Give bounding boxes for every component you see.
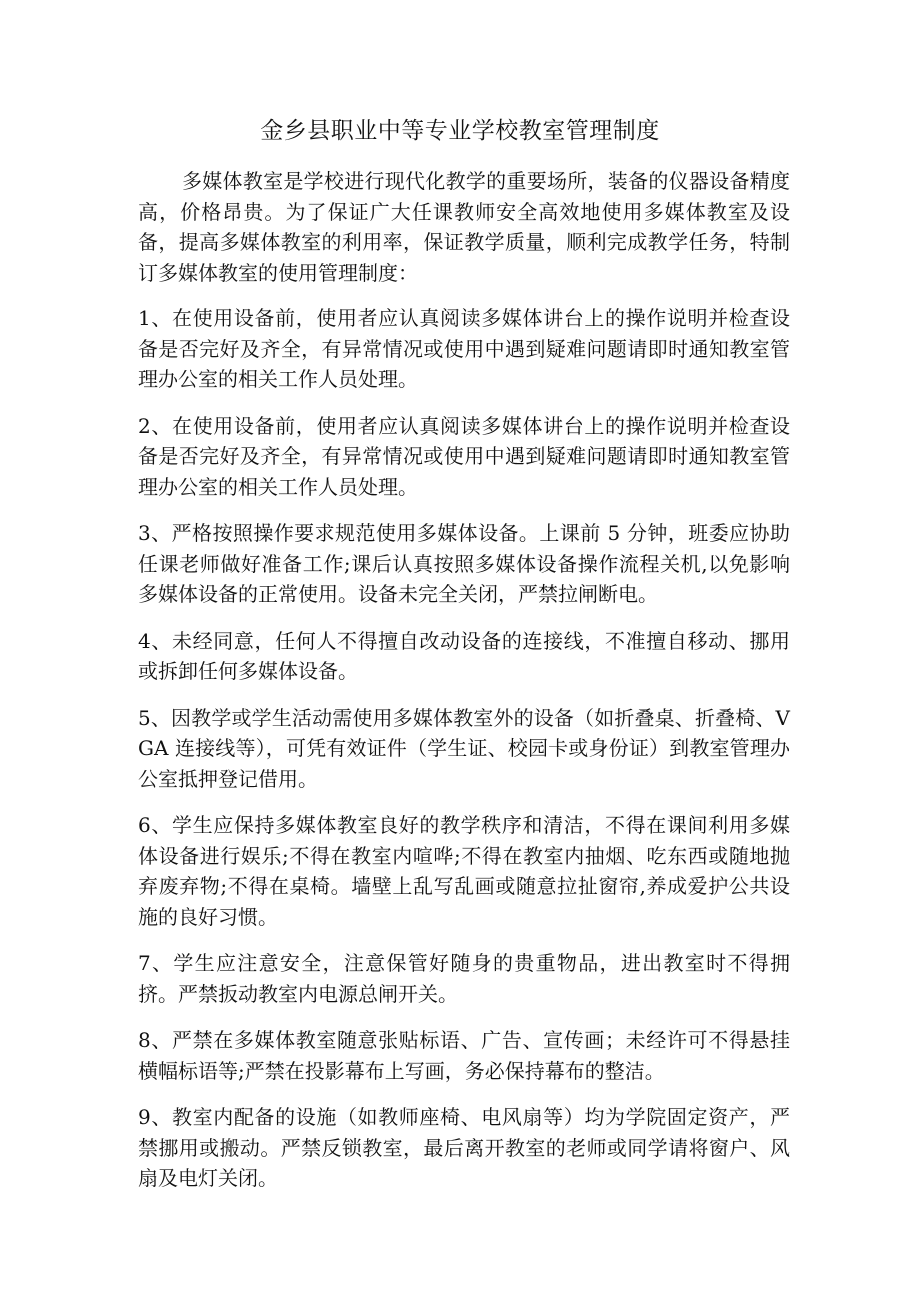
- rule-item-3: 3、严格按照操作要求规范使用多媒体设备。上课前 5 分钟，班委应协助任课老师做好准备工作;课后认真按照多媒体设备操作流程关机,以免影响多媒体设备的正常使用。设备未完全关闭，严禁拉闸断电。: [138, 521, 790, 606]
- document-body: [138, 166, 790, 1210]
- rule-item-7: 7、学生应注意安全，注意保管好随身的贵重物品，进出教室时不得拥挤。严禁扳动教室内电源总闸开关。: [138, 951, 790, 1006]
- rule-item-8: 8、严禁在多媒体教室随意张贴标语、广告、宣传画；未经许可不得悬挂横幅标语等;严禁在投影幕布上写画，务必保持幕布的整洁。: [138, 1028, 790, 1083]
- rule-item-6: 6、学生应保持多媒体教室良好的教学秩序和清洁，不得在课间利用多媒体设备进行娱乐;不得在教室内喧哗;不得在教室内抽烟、吃东西或随地抛弃废弃物;不得在桌椅。墙壁上乱写乱画或随意拉扯窗帘,养成爱护公共设施的良好习惯。: [138, 813, 790, 929]
- document-title: 金乡县职业中等专业学校教室管理制度: [260, 118, 660, 144]
- rule-item-2: 2、在使用设备前，使用者应认真阅读多媒体讲台上的操作说明并检查设备是否完好及齐全，有异常情况或使用中遇到疑难问题请即时通知教室管理办公室的相关工作人员处理。: [138, 413, 790, 499]
- rule-item-1: 1、在使用设备前，使用者应认真阅读多媒体讲台上的操作说明并检查设备是否完好及齐全，有异常情况或使用中遇到疑难问题请即时通知教室管理办公室的相关工作人员处理。: [138, 306, 790, 391]
- rule-item-9: 9、教室内配备的设施（如教师座椅、电风扇等）均为学院固定资产，严禁挪用或搬动。严禁反锁教室，最后离开教室的老师或同学请将窗户、风扇及电灯关闭。: [138, 1105, 790, 1190]
- intro-paragraph: 多媒体教室是学校进行现代化教学的重要场所，装备的仪器设备精度高，价格昂贵。为了保证广大任课教师安全高效地使用多媒体教室及设备，提高多媒体教室的利用率，保证教学质量，顺利完成教学任务，特制订多媒体教室的使用管理制度：: [138, 169, 790, 285]
- rule-item-4: 4、未经同意，任何人不得擅自改动设备的连接线，不准擅自移动、挪用或拆卸任何多媒体设备。: [138, 628, 790, 683]
- rule-item-5: 5、因教学或学生活动需使用多媒体教室外的设备（如折叠桌、折叠椅、VGA 连接线等），可凭有效证件（学生证、校园卡或身份证）到教室管理办公室抵押登记借用。: [138, 705, 790, 791]
